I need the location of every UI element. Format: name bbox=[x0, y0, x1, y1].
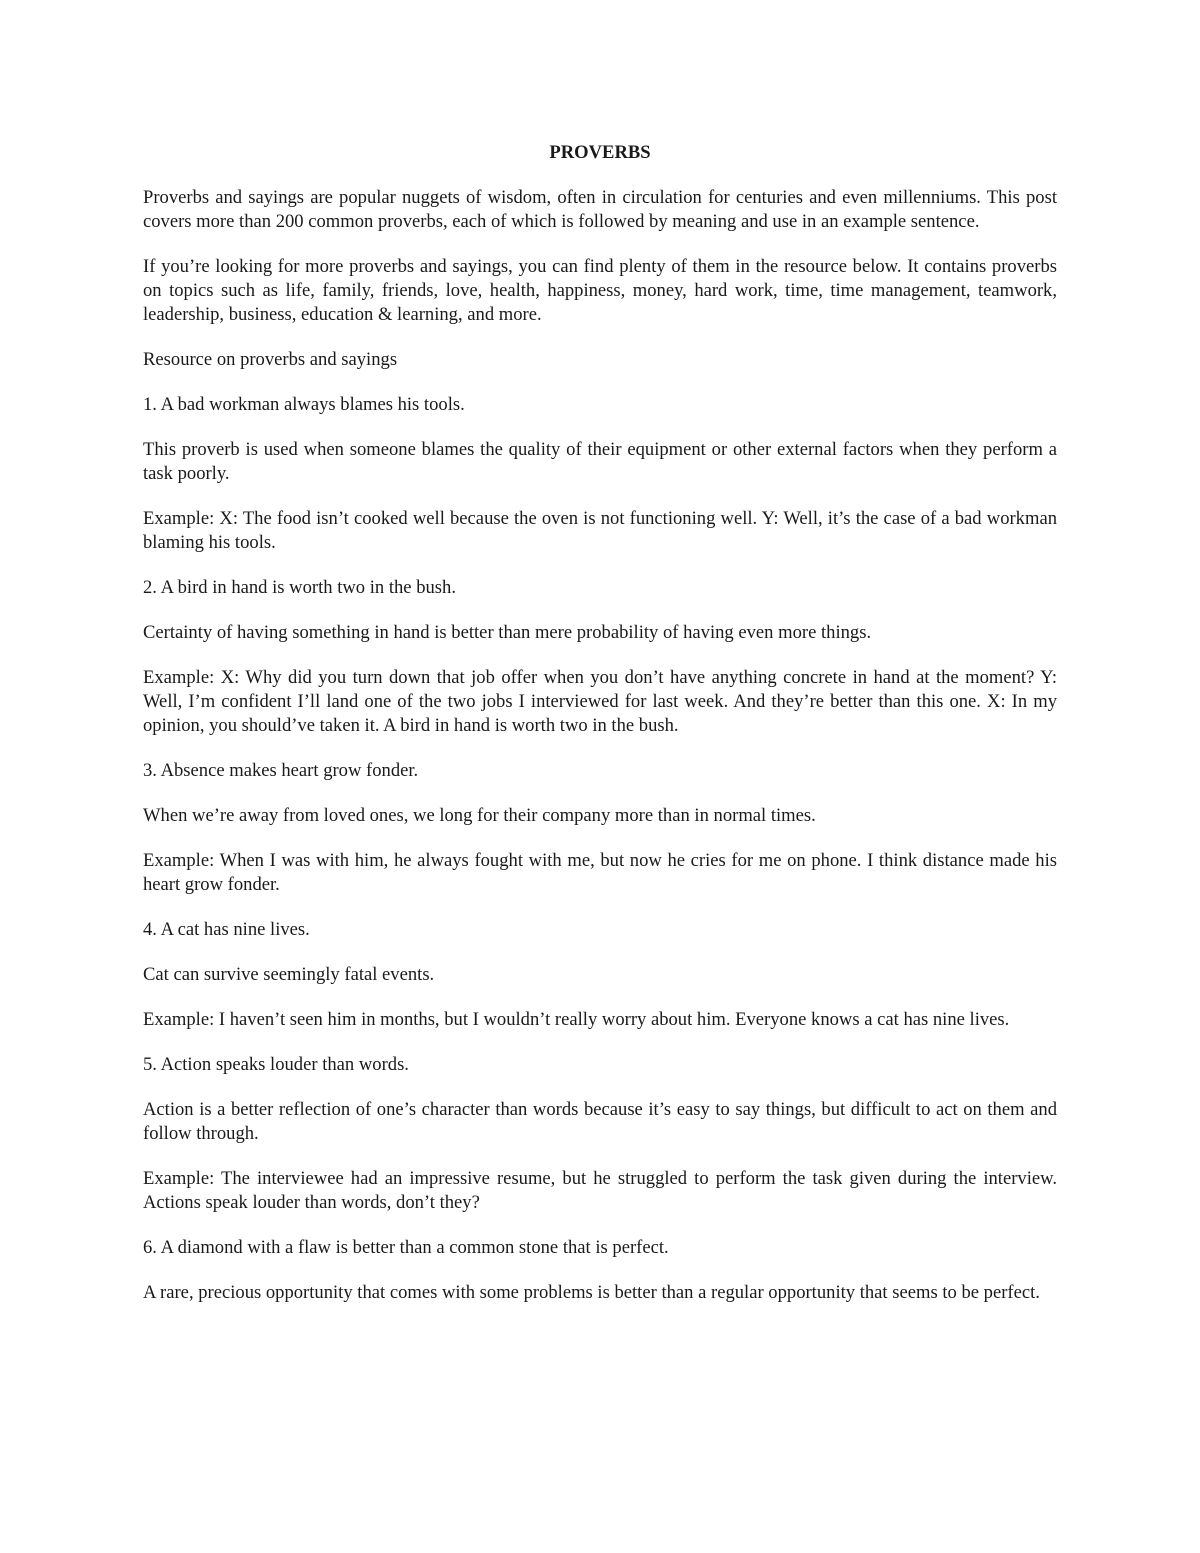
proverb-4-meaning: Cat can survive seemingly fatal events. bbox=[143, 964, 435, 985]
proverb-5-example: Example: The interviewee had an impressive resume, but he struggled to perform the task given during the interview. Actions speak louder than words, don’t they? bbox=[143, 1168, 1057, 1213]
proverb-5-meaning: Action is a better reflection of one’s character than words because it’s easy to say things, but difficult to act on them and follow through. bbox=[143, 1099, 1057, 1144]
resource-paragraph: If you’re looking for more proverbs and sayings, you can find plenty of them in the resource below. It contains proverbs on topics such as life, family, friends, love, health, happiness, money, hard work, time, time management, teamwork, leadership, business, education & learning, and more. bbox=[143, 256, 1057, 325]
proverb-2-title: 2. A bird in hand is worth two in the bush. bbox=[143, 577, 456, 598]
proverb-3-example: Example: When I was with him, he always fought with me, but now he cries for me on phone. I think distance made his heart grow fonder. bbox=[143, 850, 1057, 895]
proverb-4-example: Example: I haven’t seen him in months, but I wouldn’t really worry about him. Everyone knows a cat has nine lives. bbox=[143, 1009, 1010, 1030]
proverb-4-title: 4. A cat has nine lives. bbox=[143, 919, 310, 940]
intro-paragraph: Proverbs and sayings are popular nuggets of wisdom, often in circulation for centuries and even millenniums. This post covers more than 200 common proverbs, each of which is followed by meaning and use in an example sentence. bbox=[143, 187, 1057, 232]
document-page bbox=[143, 141, 1057, 1326]
document-title: PROVERBS bbox=[549, 142, 651, 163]
proverb-6-meaning: A rare, precious opportunity that comes with some problems is better than a regular opportunity that seems to be perfect. bbox=[143, 1282, 1040, 1303]
proverb-3-meaning: When we’re away from loved ones, we long for their company more than in normal times. bbox=[143, 805, 816, 826]
proverb-3-title: 3. Absence makes heart grow fonder. bbox=[143, 760, 419, 781]
proverb-2-example: Example: X: Why did you turn down that job offer when you don’t have anything concrete in hand at the moment? Y: Well, I’m confident I’ll land one of the two jobs I interviewed for last week. And they’re better than this one. X: In my opinion, you should’ve taken it. A bird in hand is worth two in the bush. bbox=[143, 667, 1057, 736]
proverb-1-meaning: This proverb is used when someone blames the quality of their equipment or other external factors when they perform a task poorly. bbox=[143, 439, 1057, 484]
proverb-6-title: 6. A diamond with a flaw is better than a common stone that is perfect. bbox=[143, 1237, 669, 1258]
proverb-1-title: 1. A bad workman always blames his tools. bbox=[143, 394, 465, 415]
proverb-5-title: 5. Action speaks louder than words. bbox=[143, 1054, 409, 1075]
resource-heading: Resource on proverbs and sayings bbox=[143, 349, 398, 370]
proverb-1-example: Example: X: The food isn’t cooked well because the oven is not functioning well. Y: Well, it’s the case of a bad workman blaming his tools. bbox=[143, 508, 1057, 553]
proverb-2-meaning: Certainty of having something in hand is better than mere probability of having even more things. bbox=[143, 622, 872, 643]
